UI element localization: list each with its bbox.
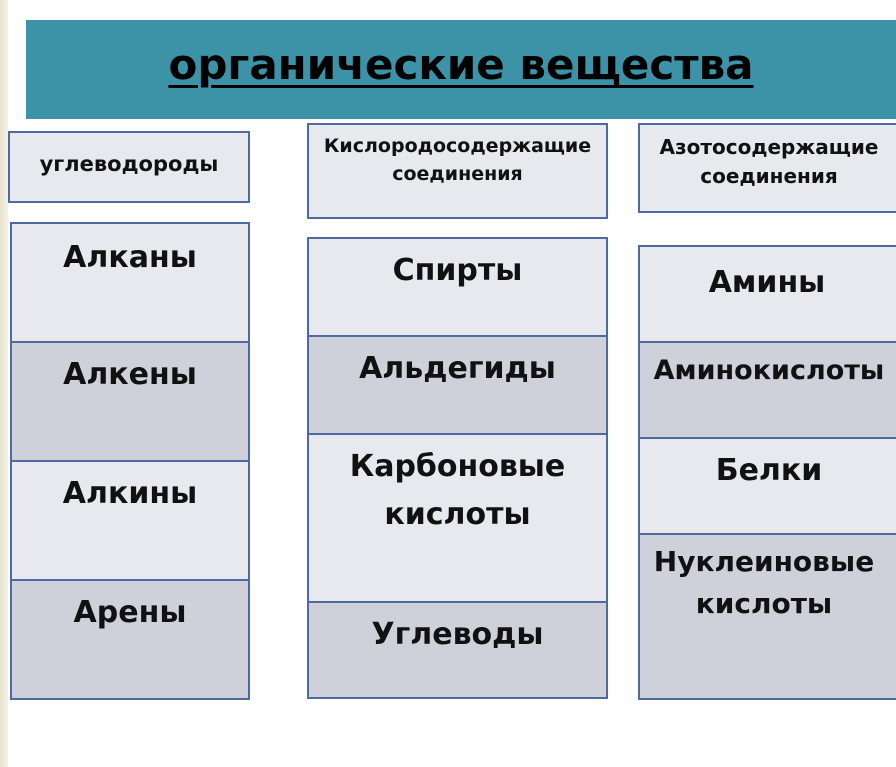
column-header-label: углеводороды — [39, 152, 219, 176]
column-header-label: Кислородосодержащие соединения — [323, 135, 592, 185]
class-box-alkynes — [10, 460, 250, 581]
class-label: Нуклеиновые кислоты — [653, 545, 875, 620]
class-box-amino-acids — [638, 341, 896, 439]
class-box-arenes — [10, 579, 250, 700]
class-label: Карбоновые кислоты — [349, 449, 566, 532]
class-label: Амины — [708, 265, 826, 300]
class-label: Спирты — [392, 253, 523, 288]
class-label: Белки — [715, 453, 823, 488]
class-label: Алканы — [63, 240, 197, 275]
class-box-carboxylic-acids — [307, 433, 608, 603]
title-banner — [26, 20, 896, 119]
class-label: Аминокислоты — [653, 355, 885, 386]
class-box-aldehydes — [307, 335, 608, 435]
class-label: Алкины — [62, 476, 198, 511]
column-header-oxygen-compounds — [307, 123, 608, 219]
class-box-amines — [638, 245, 896, 343]
left-edge-decoration — [0, 0, 8, 767]
class-label: Углеводы — [371, 617, 544, 652]
column-header-label: Азотосодержащие соединения — [659, 135, 879, 188]
class-label: Альдегиды — [359, 351, 556, 386]
column-header-hydrocarbons — [8, 131, 250, 203]
class-box-nucleic-acids — [638, 533, 896, 700]
column-header-nitrogen-compounds — [638, 123, 896, 213]
class-box-alkanes — [10, 222, 250, 343]
class-box-carbohydrates — [307, 601, 608, 699]
class-label: Арены — [73, 595, 187, 630]
class-box-alkenes — [10, 341, 250, 462]
class-label: Алкены — [63, 357, 197, 392]
class-box-proteins — [638, 437, 896, 535]
class-box-alcohols — [307, 237, 608, 337]
diagram-title: органические вещества — [168, 40, 754, 89]
